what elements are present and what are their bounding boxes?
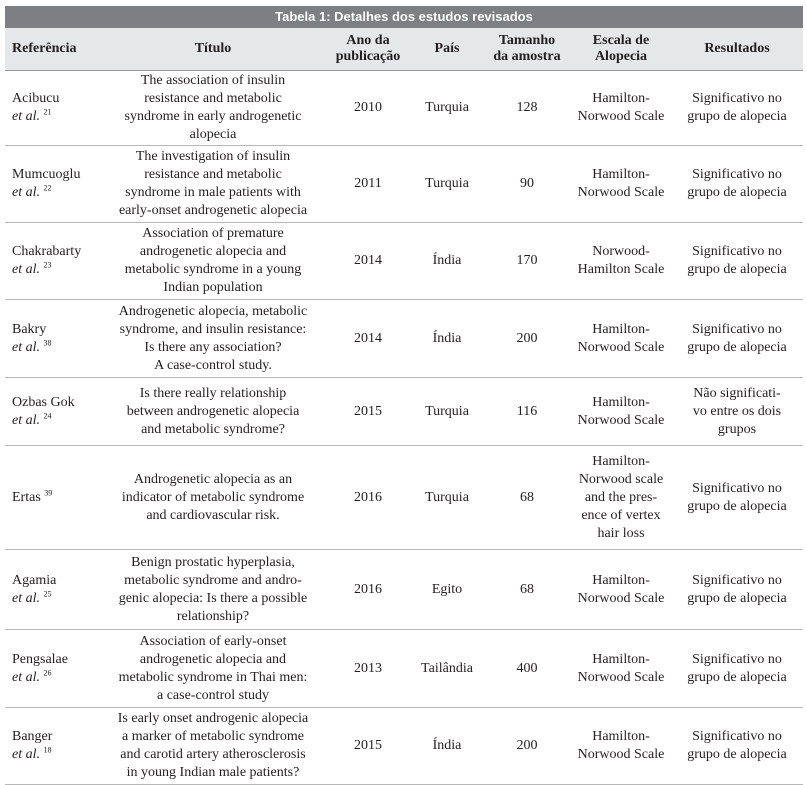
cell-tamanho bbox=[483, 378, 571, 445]
cell-titulo bbox=[101, 630, 325, 707]
cell-titulo-text: Is there really relationship between androgenetic alopecia and metabolic syndrome? bbox=[126, 385, 300, 437]
citation-number: 26 bbox=[43, 667, 52, 677]
header-resultados: Resultados bbox=[704, 41, 770, 56]
cell-resultados bbox=[671, 146, 803, 222]
cell-escala bbox=[571, 300, 671, 377]
cell-referencia bbox=[5, 71, 101, 145]
et-al: et al. bbox=[12, 339, 40, 355]
table-row bbox=[5, 550, 803, 630]
author-name: Pengsalae bbox=[12, 651, 68, 667]
cell-tamanho-text: 68 bbox=[520, 489, 534, 505]
author-name: Agamia bbox=[12, 572, 57, 588]
cell-ano bbox=[325, 378, 411, 445]
cell-ano-text: 2015 bbox=[354, 738, 382, 753]
cell-titulo-text: Androgenetic alopecia, metabolic syndrome, and insulin resistance: Is there any association? A case-control study. bbox=[118, 303, 308, 373]
cell-pais-text: Índia bbox=[432, 330, 462, 346]
table-row bbox=[5, 378, 803, 446]
table-row bbox=[5, 630, 803, 708]
cell-tamanho bbox=[483, 300, 571, 377]
author-name: Chakrabarty bbox=[12, 244, 82, 259]
et-al: et al. bbox=[12, 185, 40, 200]
table-header bbox=[5, 28, 803, 71]
cell-titulo-text: Association of premature androgenetic alopecia and metabolic syndrome in a young Indian population bbox=[124, 226, 302, 295]
cell-escala bbox=[571, 223, 671, 299]
citation-number: 23 bbox=[43, 260, 52, 270]
cell-tamanho-text: 128 bbox=[516, 100, 538, 115]
cell-ano bbox=[325, 630, 411, 707]
cell-pais-text: Tailândia bbox=[421, 660, 473, 676]
cell-resultados-text: Não significati- vo entre os dois grupos bbox=[692, 385, 782, 437]
cell-pais-text: Turquia bbox=[425, 403, 469, 419]
cell-referencia bbox=[5, 146, 101, 222]
author-name: Acibucu bbox=[12, 91, 60, 106]
cell-tamanho-text: 200 bbox=[516, 330, 538, 346]
citation-number: 25 bbox=[43, 588, 52, 598]
cell-ano-text: 2011 bbox=[354, 176, 382, 191]
cell-titulo bbox=[101, 378, 325, 445]
cell-ano bbox=[325, 550, 411, 629]
cell-ano-text: 2013 bbox=[354, 660, 382, 676]
cell-ano-text: 2016 bbox=[354, 489, 382, 505]
cell-pais bbox=[411, 550, 483, 629]
cell-tamanho bbox=[483, 550, 571, 629]
cell-escala bbox=[571, 71, 671, 145]
cell-resultados-text: Significativo no grupo de alopecia bbox=[687, 729, 787, 762]
et-al: et al. bbox=[12, 747, 40, 762]
cell-tamanho-text: 68 bbox=[520, 581, 534, 597]
cell-ano-text: 2015 bbox=[354, 403, 382, 419]
cell-pais-text: Turquia bbox=[425, 176, 469, 191]
header-escala: Escala de Alopecia bbox=[592, 33, 650, 64]
cell-pais bbox=[411, 630, 483, 707]
cell-tamanho bbox=[483, 446, 571, 549]
cell-ano-text: 2014 bbox=[354, 330, 382, 346]
citation-number: 24 bbox=[43, 410, 52, 420]
cell-resultados-text: Significativo no grupo de alopecia bbox=[687, 572, 787, 606]
cell-resultados-text: Significativo no grupo de alopecia bbox=[687, 321, 787, 355]
cell-escala-text: Hamilton- Norwood Scale bbox=[577, 729, 665, 762]
cell-resultados bbox=[671, 446, 803, 549]
cell-escala bbox=[571, 146, 671, 222]
cell-tamanho bbox=[483, 223, 571, 299]
cell-escala bbox=[571, 550, 671, 629]
citation-number: 18 bbox=[43, 745, 52, 755]
cell-pais bbox=[411, 378, 483, 445]
cell-pais-text: Turquia bbox=[425, 489, 469, 505]
cell-escala bbox=[571, 446, 671, 549]
cell-titulo-text: Benign prostatic hyperplasia, metabolic syndrome and andro- genic alopecia: Is there a possible relationship? bbox=[118, 554, 308, 624]
cell-escala-text: Hamilton- Norwood Scale bbox=[577, 394, 665, 428]
cell-ano bbox=[325, 708, 411, 784]
cell-resultados bbox=[671, 300, 803, 377]
cell-pais-text: Índia bbox=[432, 253, 462, 268]
cell-escala bbox=[571, 630, 671, 707]
cell-escala-text: Hamilton- Norwood Scale bbox=[577, 651, 665, 685]
cell-pais bbox=[411, 146, 483, 222]
citation-number: 39 bbox=[44, 487, 53, 497]
cell-tamanho-text: 90 bbox=[520, 176, 534, 191]
cell-titulo-text: The investigation of insulin resistance and metabolic syndrome in male patients with early-onset androgenetic alopecia bbox=[118, 149, 308, 218]
author-name: Bakry bbox=[12, 321, 47, 337]
cell-resultados bbox=[671, 223, 803, 299]
cell-titulo bbox=[101, 708, 325, 784]
cell-titulo bbox=[101, 446, 325, 549]
cell-tamanho bbox=[483, 708, 571, 784]
cell-escala-text: Hamilton- Norwood scale and the pres- ence of vertex hair loss bbox=[578, 453, 664, 541]
cell-titulo bbox=[101, 223, 325, 299]
cell-referencia bbox=[5, 630, 101, 707]
table-row bbox=[5, 223, 803, 300]
cell-escala-text: Hamilton- Norwood Scale bbox=[577, 572, 665, 606]
cell-titulo bbox=[101, 550, 325, 629]
cell-titulo bbox=[101, 146, 325, 222]
cell-pais-text: Turquia bbox=[425, 100, 469, 115]
cell-titulo-text: Androgenetic alopecia as an indicator of metabolic syndrome and cardiovascular risk. bbox=[121, 471, 305, 523]
author-name: Ertas bbox=[12, 489, 41, 505]
cell-ano bbox=[325, 300, 411, 377]
cell-pais bbox=[411, 223, 483, 299]
citation-number: 21 bbox=[43, 107, 52, 117]
header-referencia: Referência bbox=[12, 41, 77, 56]
cell-referencia bbox=[5, 708, 101, 784]
cell-resultados-text: Significativo no grupo de alopecia bbox=[687, 167, 787, 200]
table-row bbox=[5, 300, 803, 378]
cell-tamanho bbox=[483, 146, 571, 222]
cell-resultados-text: Significativo no grupo de alopecia bbox=[687, 91, 787, 124]
cell-ano-text: 2016 bbox=[354, 581, 382, 597]
cell-pais-text: Egito bbox=[431, 581, 463, 597]
cell-referencia bbox=[5, 223, 101, 299]
table-row bbox=[5, 71, 803, 146]
citation-number: 22 bbox=[43, 183, 52, 193]
et-al: et al. bbox=[12, 590, 40, 606]
cell-pais bbox=[411, 446, 483, 549]
cell-referencia bbox=[5, 550, 101, 629]
cell-tamanho-text: 200 bbox=[516, 738, 538, 753]
header-pais: País bbox=[434, 41, 460, 56]
author-name: Banger bbox=[12, 729, 53, 744]
cell-referencia bbox=[5, 378, 101, 445]
cell-escala-text: Hamilton- Norwood Scale bbox=[577, 91, 665, 124]
citation-number: 38 bbox=[43, 337, 52, 347]
et-al: et al. bbox=[12, 109, 40, 124]
cell-resultados bbox=[671, 378, 803, 445]
header-tamanho: Tamanho da amostra bbox=[493, 33, 561, 64]
cell-ano-text: 2010 bbox=[354, 100, 382, 115]
cell-referencia bbox=[5, 300, 101, 377]
cell-titulo-text: The association of insulin resistance and metabolic syndrome in early androgenetic alopecia bbox=[124, 73, 302, 142]
cell-resultados bbox=[671, 550, 803, 629]
cell-pais bbox=[411, 708, 483, 784]
cell-resultados bbox=[671, 630, 803, 707]
cell-titulo bbox=[101, 71, 325, 145]
author-name: Mumcuoglu bbox=[12, 167, 81, 182]
cell-referencia bbox=[5, 446, 101, 549]
cell-escala bbox=[571, 378, 671, 445]
cell-tamanho-text: 116 bbox=[516, 403, 538, 419]
cell-tamanho-text: 170 bbox=[516, 253, 538, 268]
cell-escala-text: Hamilton- Norwood Scale bbox=[577, 167, 665, 200]
cell-pais-text: Índia bbox=[432, 738, 462, 753]
cell-ano-text: 2014 bbox=[354, 253, 382, 268]
cell-ano bbox=[325, 446, 411, 549]
cell-titulo bbox=[101, 300, 325, 377]
table-row bbox=[5, 146, 803, 223]
et-al: et al. bbox=[12, 669, 40, 685]
author-name: Ozbas Gok bbox=[12, 394, 75, 410]
table-caption: Tabela 1: Detalhes dos estudos revisados bbox=[5, 6, 803, 28]
cell-escala-text: Norwood- Hamilton Scale bbox=[577, 244, 665, 277]
cell-pais bbox=[411, 71, 483, 145]
header-titulo: Título bbox=[194, 41, 232, 56]
cell-tamanho bbox=[483, 630, 571, 707]
cell-resultados-text: Significativo no grupo de alopecia bbox=[687, 651, 787, 685]
cell-tamanho bbox=[483, 71, 571, 145]
cell-resultados bbox=[671, 708, 803, 784]
et-al: et al. bbox=[12, 412, 40, 428]
cell-resultados bbox=[671, 71, 803, 145]
cell-ano bbox=[325, 71, 411, 145]
cell-titulo-text: Is early onset androgenic alopecia a marker of metabolic syndrome and carotid artery atherosclerosis in young Indian male patients? bbox=[117, 711, 309, 780]
header-ano: Ano da publicação bbox=[335, 33, 401, 64]
cell-ano bbox=[325, 146, 411, 222]
cell-escala bbox=[571, 708, 671, 784]
cell-ano bbox=[325, 223, 411, 299]
cell-titulo-text: Association of early-onset androgenetic alopecia and metabolic syndrome in Thai men: a case-control study bbox=[118, 633, 308, 703]
table-row bbox=[5, 446, 803, 550]
cell-pais bbox=[411, 300, 483, 377]
cell-escala-text: Hamilton- Norwood Scale bbox=[577, 321, 665, 355]
cell-resultados-text: Significativo no grupo de alopecia bbox=[687, 480, 787, 514]
et-al: et al. bbox=[12, 262, 40, 277]
table-row bbox=[5, 708, 803, 785]
cell-resultados-text: Significativo no grupo de alopecia bbox=[687, 244, 787, 277]
cell-tamanho-text: 400 bbox=[516, 660, 538, 676]
